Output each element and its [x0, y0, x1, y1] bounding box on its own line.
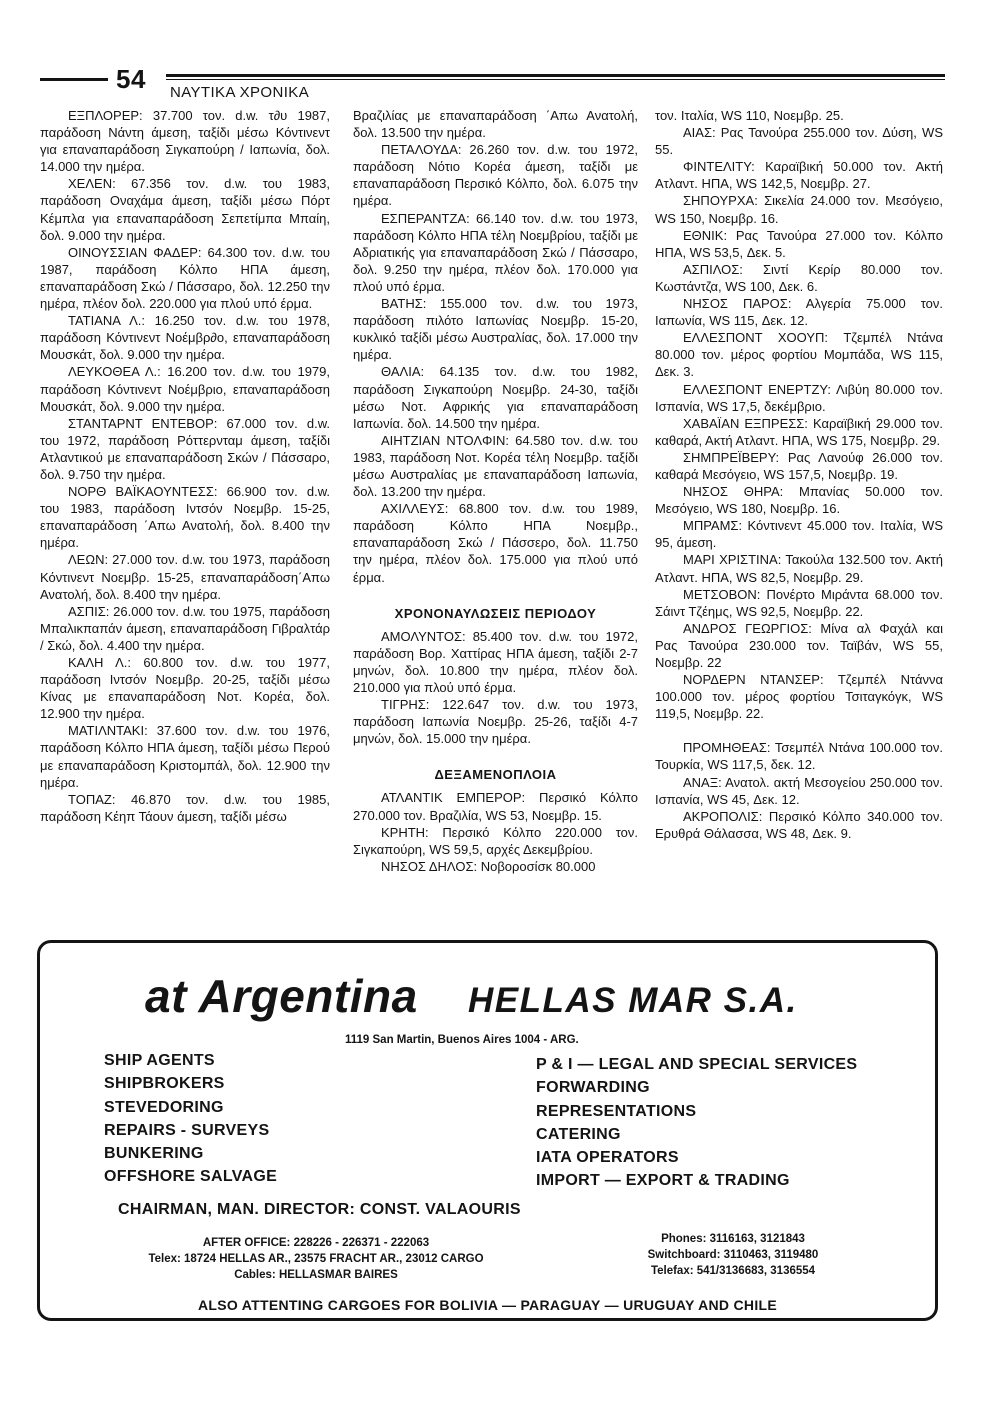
- charter-entry: ΕΛΛΕΣΠΟΝΤ ΕΝΕΡΤΖΥ: Λιβύη 80.000 τον. Ισπανία, WS 17,5, δεκέμβριο.: [655, 381, 943, 414]
- charter-entry: ΝΗΣΟΣ ΘΗΡΑ: Μπανίας 50.000 τον. Μεσόγειο, WS 180, Νοεμβρ. 16.: [655, 484, 943, 517]
- charter-entry: ΛΕΥΚΟΘΕΑ Λ.: 16.200 τον. d.w. του 1979, παράδοση Κόντινεντ Νοέμβριο, επαναπαράδοση Μουσκάτ, δολ. 9.000 την ημέρα.: [40, 364, 330, 414]
- charter-entry: ΜΠΡΑΜΣ: Κόντινεντ 45.000 τον. Ιταλία, WS 95, άμεση.: [655, 518, 943, 551]
- ad-service-item: IATA OPERATORS: [536, 1149, 679, 1167]
- ad-telefax: Telefax: 541/3136683, 3136554: [650, 1265, 816, 1277]
- charter-entry: ΑΝΔΡΟΣ ΓΕΩΡΓΙΟΣ: Μίνα αλ Φαχάλ και Ρας Τανούρα 230.000 τον. Ταϊβάν, WS 55, Νοεμβρ. 22: [655, 620, 943, 670]
- charter-entry: ΦΙΝΤΕΛΙΤΥ: Καραϊβική 50.000 τον. Ακτή Ατλαντ. ΗΠΑ, WS 142,5, Νοεμβρ. 27.: [655, 159, 943, 192]
- charter-entry: ΝΗΣΟΣ ΠΑΡΟΣ: Αλγερία 75.000 τον. Ιαπωνία, WS 115, Δεκ. 12.: [655, 296, 943, 329]
- ad-contact-left: [126, 1235, 506, 1283]
- section-heading-tankers: ΔΕΞΑΜΕΝΟΠΛΟΙΑ: [434, 767, 557, 783]
- ad-service-item: SHIP AGENTS: [104, 1052, 215, 1069]
- header-rule-right: [166, 74, 945, 77]
- ad-footer-line: ALSO ATTENTING CARGOES FOR BOLIVIA — PARAGUAY — URUGUAY AND CHILE: [197, 1297, 778, 1313]
- charter-entry: ΣΤΑΝΤΑΡΝΤ ΕΝΤΕΒΟΡ: 67.000 τον. d.w. του 1972, παράδοση Ρόττερνταμ άμεση, ταξίδι Ατλαντικού με επαναπαράδοση Σκών / Πάσσαρο, δολ. 9.750 την ημέρα.: [40, 415, 330, 482]
- magazine-title: ΝΑΥΤΙΚΑ ΧΡΟΝΙΚΑ: [170, 84, 310, 101]
- charter-entry: ΤΑΤΙΑΝΑ Λ.: 16.250 τον. d.w. του 1978, παράδοση Κόντινεντ Νοέμβρ∂ο, επαναπαράδοση Μουσκάτ, δολ. 9.000 την ημέρα.: [40, 313, 330, 363]
- charter-entry: ΑΜΟΛΥΝΤΟΣ: 85.400 τον. d.w. του 1972, παράδοση Βορ. Χαττίρας ΗΠΑ άμεση, ταξίδι 2-7 μηνών, δολ. 10.800 την ημέρα, πλέον δολ. 210.000 για πλού υπό έρμα.: [353, 628, 638, 695]
- charter-entry: ΑΤΛΑΝΤΙΚ ΕΜΠΕΡΟΡ: Περσικό Κόλπο 270.000 τον. Βραζιλία, WS 53, Νοεμβρ. 15.: [353, 790, 638, 823]
- header-rule-left: [40, 78, 108, 81]
- ad-services-left: [104, 1049, 277, 1189]
- section-heading-period-charters: ΧΡΟΝΟΝΑΥΛΩΣΕΙΣ ΠΕΡΙΟΔΟΥ: [394, 605, 597, 621]
- page-header: [40, 64, 945, 104]
- charter-entry: ΚΑΛΗ Λ.: 60.800 τον. d.w. του 1977, παράδοση Ιντσόν Νοεμβρ. 20-25, ταξίδι μέσω Κίνας με επαναπαράδοση Νοτ. Κορέα, δολ. 12.900 την ημέρα.: [40, 655, 330, 722]
- ad-service-item: REPRESENTATIONS: [536, 1102, 697, 1120]
- ad-service-item: BUNKERING: [104, 1145, 204, 1163]
- column-gap: [655, 722, 943, 739]
- charter-entry: ΕΣΠΕΡΑΝΤΖΑ: 66.140 τον. d.w. του 1973, παράδοση Κόλπο ΗΠΑ τέλη Νοεμβρίου, ταξίδι με Αδριατικής για επαναπαράδοση Σκώ / Πάσσαρο, δολ. 9.250 την ημέρα, πλέον δολ. 170.000 για πλού υπό έρμα.: [353, 210, 638, 294]
- ad-telex: Telex: 18724 HELLAS AR., 23575 FRACHT AR., 23012 CARGO: [148, 1253, 484, 1265]
- ad-chairman: CHAIRMAN, MAN. DIRECTOR: CONST. VALAOURIS: [118, 1201, 521, 1218]
- charter-entry: ΑΙΑΣ: Ρας Τανούρα 255.000 τον. Δύση, WS 55.: [655, 125, 943, 158]
- charter-entry: ΑΚΡΟΠΟΛΙΣ: Περσικό Κόλπο 340.000 τον. Ερυθρά Θάλασσα, WS 48, Δεκ. 9.: [655, 808, 943, 841]
- charter-entry: ΘΑΛΙΑ: 64.135 τον. d.w. του 1982, παράδοση Σιγκαπούρη Νοεμβρ. 24-30, ταξίδι μέσω Νοτ. Αφρικής για επαναπαράδοση Ιαπωνία. δολ. 14.500 την ημέρα.: [353, 364, 638, 431]
- charter-entry: ΜΑΡΙ ΧΡΙΣΤΙΝΑ: Τακούλα 132.500 τον. Ακτή Ατλαντ. ΗΠΑ, WS 82,5, Νοεμβρ. 29.: [655, 552, 943, 585]
- charter-entry: ΣΗΠΟΥΡΧΑ: Σικελία 24.000 τον. Μεσόγειο, WS 150, Νοεμβρ. 16.: [655, 193, 943, 226]
- ad-address: 1119 San Martin, Buenos Aires 1004 - ARG.: [345, 1034, 579, 1046]
- ad-after-office: AFTER OFFICE: 228226 - 226371 - 222063: [202, 1237, 430, 1249]
- charter-entry: ΝΟΡΔΕΡΝ ΝΤΑΝΣΕΡ: Τζεμπέλ Ντάννα 100.000 τον. μέρος φορτίου Τσιταγκόγκ, WS 119,5, Νοεμβρ. 22.: [655, 672, 943, 722]
- charter-entry: ΟΙΝΟΥΣΣΙΑΝ ΦΑΔΕΡ: 64.300 τον. d.w. του 1987, παράδοση Κόλπο ΗΠΑ άμεση, επαναπαράδοση Σκώ / Πάσσαρο, δολ. 12.250 την ημέρα, πλέον δολ. 220.000 για πλού υπό έρμα.: [40, 244, 330, 312]
- hellas-mar-advertisement: [37, 940, 938, 1321]
- ad-service-item: STEVEDORING: [104, 1098, 224, 1116]
- charter-entry: ΑΙΗΤΖΙΑΝ ΝΤΟΛΦΙΝ: 64.580 τον. d.w. του 1983, παράδοση Νοτ. Κορέα τέλη Νοεμβρ. ταξίδι μέσω Αυστραλίας με επαναπαράδοση Ιαπωνία, δολ. 13.200 την ημέρα.: [353, 432, 638, 500]
- charter-entry: ΑΝΑΞ: Ανατολ. ακτή Μεσογείου 250.000 τον. Ισπανία, WS 45, Δεκ. 12.: [655, 774, 943, 807]
- charter-entry: ΑΧΙΛΛΕΥΣ: 68.800 τον. d.w. του 1989, παράδοση Κόλπο ΗΠΑ Νοεμβρ., επαναπαράδοση Σκώ / Πάσσερο, δολ. 11.750 την ημέρα, πλέον δολ. 175.000 για πλού υπό έρμα.: [353, 501, 638, 585]
- charter-entry: ΧΕΛΕΝ: 67.356 τον. d.w. του 1983, παράδοση Οναχάμα άμεση, ταξίδι μέσω Πόρτ Κέμπλα για επαναπαράδοση Σεπετίμπα Μπαίη, δολ. 9.000 την ημέρα.: [40, 176, 330, 243]
- charter-entry: ΕΞΠΛΟΡΕΡ: 37.700 τον. d.w. τ∂υ 1987, παράδοση Νάντη άμεση, ταξίδι μέσω Κόντινεντ για επαναπαράδοση Σιγκαπούρη / Ιαπωνία, δολ. 14.000 την ημέρα.: [40, 108, 330, 175]
- ad-service-item: FORWARDING: [536, 1079, 650, 1097]
- ad-cables: Cables: HELLASMAR BAIRES: [234, 1269, 398, 1281]
- charter-entry: ΝΗΣΟΣ ΔΗΛΟΣ: Νοβοροσίσκ 80.000: [381, 858, 596, 874]
- ad-brand-line: at Argentina: [145, 970, 418, 1022]
- ad-phones: Phones: 3116163, 3121843: [661, 1233, 805, 1245]
- ad-switchboard: Switchboard: 3110463, 3119480: [647, 1249, 819, 1261]
- charter-entry: ΒΑΤΗΣ: 155.000 τον. d.w. του 1973, παράδοση πιλότο Ιαπωνίας Νοεμβρ. 15-20, κυκλικό ταξίδι μέσω Αυστραλίας, δολ. 17.000 την ημέρα.: [353, 296, 638, 363]
- charter-entry: ΑΣΠΙΣ: 26.000 τον. d.w. του 1975, παράδοση Μπαλικπαπάν άμεση, επαναπαράδοση Γιβραλτάρ / Σκώ, δολ. 4.400 την ημέρα.: [40, 603, 330, 653]
- charter-entry: ΛΕΩΝ: 27.000 τον. d.w. του 1973, παράδοση Κόντινεντ Νοεμβρ. 15-25, επαναπαράδοση΄Απω Ανατολή, δολ. 8.400 την ημέρα.: [40, 552, 330, 602]
- charter-entry: ΜΕΤΣΟΒΟΝ: Πονέρτο Μιράντα 68.000 τον. Σάιντ Τζέημς, WS 92,5, Νοεμβρ. 22.: [655, 586, 943, 619]
- charter-entry: ΣΗΜΠΡΕΪΒΕΡΥ: Ρας Λανούφ 26.000 τον. καθαρά Μεσόγειο, WS 157,5, Νοεμβρ. 19.: [655, 449, 943, 482]
- ad-service-item: REPAIRS - SURVEYS: [104, 1121, 270, 1139]
- charter-entry: ΕΘΝΙΚ: Ρας Τανούρα 27.000 τον. Κόλπο ΗΠΑ, WS 53,5, Δεκ. 5.: [655, 227, 943, 260]
- column-1: [40, 107, 330, 825]
- ad-contact-right: [608, 1231, 858, 1279]
- ad-service-item: CATERING: [536, 1125, 621, 1143]
- header-rule-right-thin: [166, 79, 945, 80]
- charter-entry: ΤΟΠΑΖ: 46.870 τον. d.w. του 1985, παράδοση Κέηπ Τάουν άμεση, ταξίδι μέσω: [40, 791, 330, 824]
- ad-service-item: P & I — LEGAL AND SPECIAL SERVICES: [536, 1056, 858, 1073]
- charter-entry-continued: τον. Ιταλία, WS 110, Νοεμβρ. 25.: [655, 108, 844, 123]
- ad-company-name: HELLAS MAR S.A.: [468, 981, 798, 1020]
- page-number: 54: [116, 64, 146, 94]
- ad-service-item: SHIPBROKERS: [104, 1075, 225, 1093]
- ad-service-item: OFFSHORE SALVAGE: [104, 1168, 278, 1186]
- ad-services-right: [536, 1053, 857, 1193]
- charter-entry: ΤΙΓΡΗΣ: 122.647 τον. d.w. του 1973, παράδοση Ιαπωνία Νοεμβρ. 25-26, ταξίδι 4-7 μηνών, δολ. 15.000 την ημέρα.: [353, 697, 638, 747]
- charter-entry: ΜΑΤΙΛΝΤΑΚΙ: 37.600 τον. d.w. του 1976, παράδοση Κόλπο ΗΠΑ άμεση, ταξίδι μέσω Περού με επαναπαράδοση Κριστομπάλ, δολ. 12.900 την ημέρα.: [40, 723, 330, 790]
- column-3: [655, 107, 943, 842]
- charter-entry: ΚΡΗΤΗ: Περσικό Κόλπο 220.000 τον. Σιγκαπούρη, WS 59,5, αρχές Δεκεμβρίου.: [353, 824, 638, 857]
- charter-entry: ΕΛΛΕΣΠΟΝΤ ΧΟΟΥΠ: Τζεμπέλ Ντάνα 80.000 τον. μέρος φορτίου Μομπάδα, WS 115, Δεκ. 3.: [655, 330, 943, 380]
- charter-entry: ΠΕΤΑΛΟΥΔΑ: 26.260 τον. d.w. του 1972, παράδοση Νότιο Κορέα άμεση, ταξίδι με επαναπαράδοση Περσικό Κόλπο, δολ. 6.075 την ημέρα.: [353, 142, 638, 209]
- ad-service-item: IMPORT — EXPORT & TRADING: [536, 1172, 790, 1190]
- charter-entry-continued: Βραζιλίας με επαναπαράδοση ΄Απω Ανατολή, δολ. 13.500 την ημέρα.: [353, 108, 638, 141]
- charter-entry: ΠΡΟΜΗΘΕΑΣ: Τσεμπέλ Ντάνα 100.000 τον. Τουρκία, WS 117,5, δεκ. 12.: [655, 740, 943, 773]
- column-2: [353, 107, 638, 875]
- charter-entry: ΧΑΒΑΪΑΝ ΕΞΠΡΕΣΣ: Καραϊβική 29.000 τον. καθαρά, Ακτή Ατλαντ. ΗΠΑ, WS 175, Νοεμβρ. 29.: [655, 415, 943, 448]
- charter-entry: ΑΣΠΙΛΟΣ: Σιντί Κερίρ 80.000 τον. Κωστάντζα, WS 100, Δεκ. 6.: [655, 261, 943, 294]
- charter-entry: ΝΟΡΘ ΒΑΪΚΑΟΥΝΤΕΣΣ: 66.900 τον. d.w. του 1983, παράδοση Ιντσόν Νοεμβρ. 15-25, επαναπαράδοση ΄Απω Ανατολή, δολ. 8.400 την ημέρα.: [40, 484, 330, 551]
